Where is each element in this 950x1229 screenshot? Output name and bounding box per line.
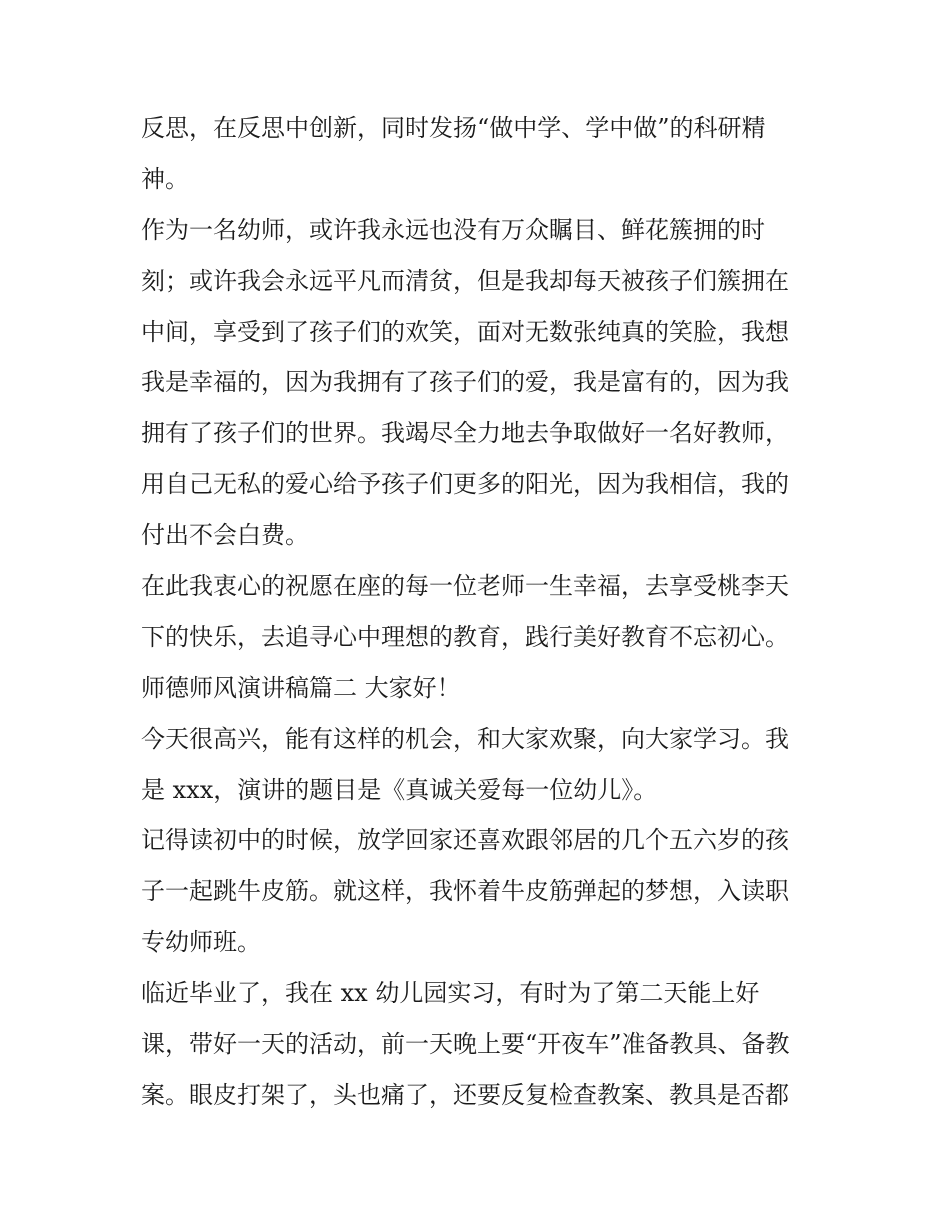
text-line: 付出不会白费。 bbox=[141, 521, 309, 550]
text-line: 神。 bbox=[141, 164, 189, 193]
text-line: 我是幸福的，因为我拥有了孩子们的爱，我是富有的，因为我 bbox=[141, 368, 789, 397]
text-line: 子一起跳牛皮筋。就这样，我怀着牛皮筋弹起的梦想，入读职 bbox=[141, 877, 789, 906]
text-line: 下的快乐，去追寻心中理想的教育，践行美好教育不忘初心。 bbox=[141, 622, 789, 651]
text-line: 作为一名幼师，或许我永远也没有万众瞩目、鲜花簇拥的时 bbox=[141, 215, 765, 244]
text-line: 用自己无私的爱心给予孩子们更多的阳光，因为我相信，我的 bbox=[141, 470, 789, 499]
text-line: 案。眼皮打架了，头也痛了，还要反复检查教案、教具是否都 bbox=[141, 1080, 789, 1109]
text-line: 中间，享受到了孩子们的欢笑，面对无数张纯真的笑脸，我想 bbox=[141, 317, 789, 346]
text-line: 拥有了孩子们的世界。我竭尽全力地去争取做好一名好教师， bbox=[141, 419, 789, 448]
section-heading: 师德师风演讲稿篇二 大家好！ bbox=[141, 673, 461, 702]
text-line: 专幼师班。 bbox=[141, 928, 261, 957]
text-line: 反思，在反思中创新，同时发扬“做中学、学中做”的科研精 bbox=[141, 114, 766, 142]
text-line: 刻；或许我会永远平凡而清贫，但是我却每天被孩子们簇拥在 bbox=[141, 266, 789, 295]
text-line: 在此我衷心的祝愿在座的每一位老师一生幸福，去享受桃李天 bbox=[141, 572, 789, 601]
document-body bbox=[141, 103, 821, 1121]
text-line: 课，带好一天的活动，前一天晚上要“开夜车”准备教具、备教 bbox=[141, 1030, 790, 1059]
text-line: 临近毕业了，我在 xx 幼儿园实习，有时为了第二天能上好 bbox=[141, 979, 760, 1008]
text-line: 记得读初中的时候，放学回家还喜欢跟邻居的几个五六岁的孩 bbox=[141, 826, 789, 855]
text-line: 今天很高兴，能有这样的机会，和大家欢聚，向大家学习。我 bbox=[141, 724, 789, 753]
text-line: 是 xxx，演讲的题目是《真诚关爱每一位幼儿》。 bbox=[141, 775, 658, 804]
